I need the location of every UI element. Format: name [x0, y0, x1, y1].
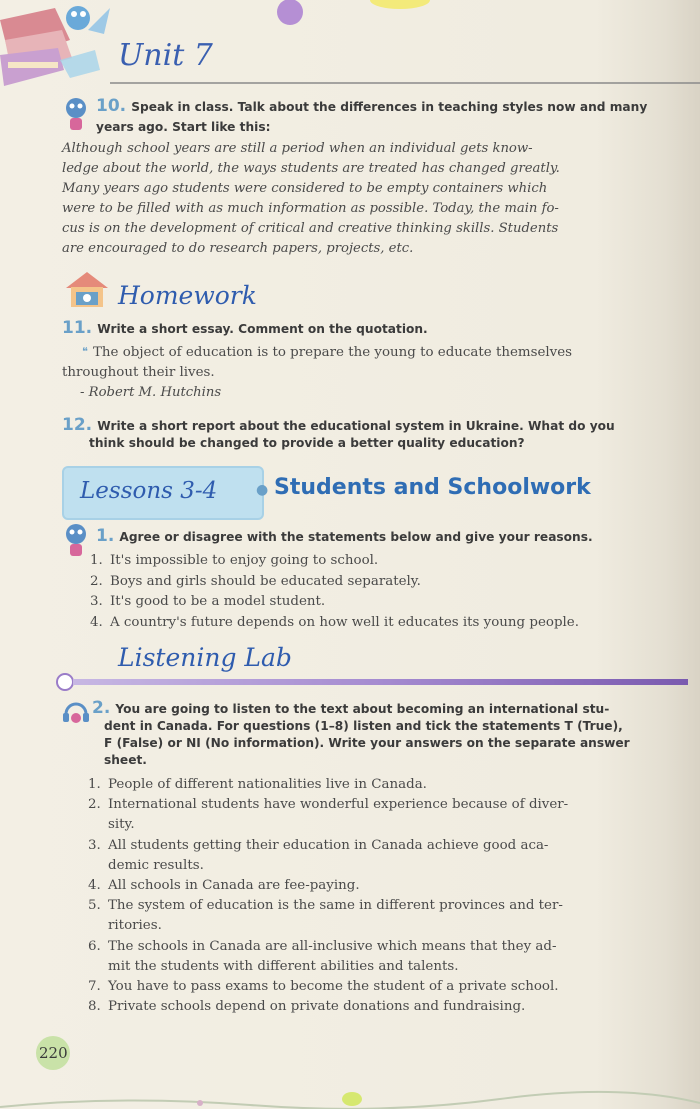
quotation	[62, 343, 692, 403]
speaking-icon	[60, 96, 92, 132]
task-10-example	[62, 139, 692, 259]
speaking-icon	[60, 522, 92, 558]
task-number: 11.	[62, 318, 93, 338]
decorative-circle-icon	[270, 0, 330, 35]
task-11-header	[62, 318, 682, 338]
quote-mark-icon: ❝	[82, 345, 88, 358]
task-instruction-line: F (False) or NI (No information). Write your answers on the separate answer	[104, 736, 630, 750]
header-underline	[110, 78, 700, 88]
example-line: cus is on the development of critical and creative thinking skills. Students	[62, 221, 559, 236]
list-item: 3. All students getting their education in Canada achieve good aca- demic results.	[88, 837, 549, 873]
example-line: Although school years are still a period when an individual gets know-	[62, 141, 533, 156]
decorative-arc-icon	[360, 0, 440, 14]
list-item: 4. All schools in Canada are fee-paying.	[88, 878, 360, 894]
task-instruction: Speak in class. Talk about the differences in teaching styles now and many years ago. Start like this:	[96, 100, 648, 134]
task-instruction: Agree or disagree with the statements below and give your reasons.	[119, 530, 593, 544]
example-line: were to be filled with as much information as possible. Today, the main fo-	[62, 201, 559, 216]
task-instruction: Write a short essay. Comment on the quotation.	[97, 322, 428, 336]
list-item: 4. A country's future depends on how well it educates its young people.	[90, 614, 579, 630]
list-item: 1. It's impossible to enjoy going to school.	[90, 553, 379, 568]
homework-heading: Homework	[118, 281, 257, 310]
quote-line: throughout their lives.	[62, 365, 215, 380]
example-line: are encouraged to do research papers, projects, etc.	[62, 241, 414, 256]
bottom-decoration	[0, 1085, 700, 1109]
headphones-icon	[60, 696, 92, 732]
list-item: 6. The schools in Canada are all-inclusive which means that they ad- mit the students with different abilities and talents.	[88, 938, 557, 974]
bullet-icon: ●	[256, 482, 269, 498]
books-illustration	[0, 0, 120, 88]
task-number: 12.	[62, 415, 93, 435]
true-false-statements-list	[88, 775, 693, 1017]
unit-title: Unit 7	[118, 38, 213, 73]
quote-author: - Robert M. Hutchins	[80, 385, 222, 400]
list-item: 2. Boys and girls should be educated separately.	[90, 573, 421, 589]
list-item: 2. International students have wonderful experience because of diver- sity.	[88, 797, 569, 833]
task-number: 2.	[92, 698, 111, 718]
statements-list	[90, 551, 690, 633]
task-12	[62, 415, 692, 452]
task-instruction-line: You are going to listen to the text about becoming an international stu-	[115, 702, 610, 716]
lessons-title: Students and Schoolwork	[274, 475, 591, 500]
page-number-badge	[36, 1036, 70, 1070]
task-instruction-line: think should be changed to provide a better quality education?	[89, 436, 525, 450]
list-item: 8. Private schools depend on private donations and fundraising.	[88, 999, 526, 1015]
list-item: 3. It's good to be a model student.	[90, 594, 326, 609]
lessons-task-1-header	[96, 526, 686, 546]
listening-task-2	[92, 698, 692, 769]
task-number: 10.	[96, 96, 127, 116]
example-line: Many years ago students were considered to be empty containers which	[62, 181, 548, 196]
task-number: 1.	[96, 526, 115, 546]
listening-heading: Listening Lab	[118, 643, 292, 672]
task-instruction-line: sheet.	[104, 753, 147, 767]
task-instruction-line: Write a short report about the educational system in Ukraine. What do you	[97, 419, 615, 433]
lessons-label-box	[62, 466, 264, 520]
list-item: 1. People of different nationalities live in Canada.	[88, 777, 427, 792]
task-instruction-line: dent in Canada. For questions (1–8) listen and tick the statements T (True),	[104, 719, 623, 733]
lessons-label: Lessons 3-4	[80, 478, 218, 504]
house-icon	[62, 268, 112, 310]
example-line: ledge about the world, the ways students are treated has changed greatly.	[62, 161, 560, 176]
task-10-header	[96, 96, 686, 136]
list-item: 7. You have to pass exams to become the student of a private school.	[88, 979, 559, 995]
quote-line: ❝ The object of education is to prepare the young to educate themselves	[62, 343, 692, 363]
page-number: 220	[39, 1044, 68, 1062]
list-item: 5. The system of education is the same in different provinces and ter- ritories.	[88, 898, 563, 934]
